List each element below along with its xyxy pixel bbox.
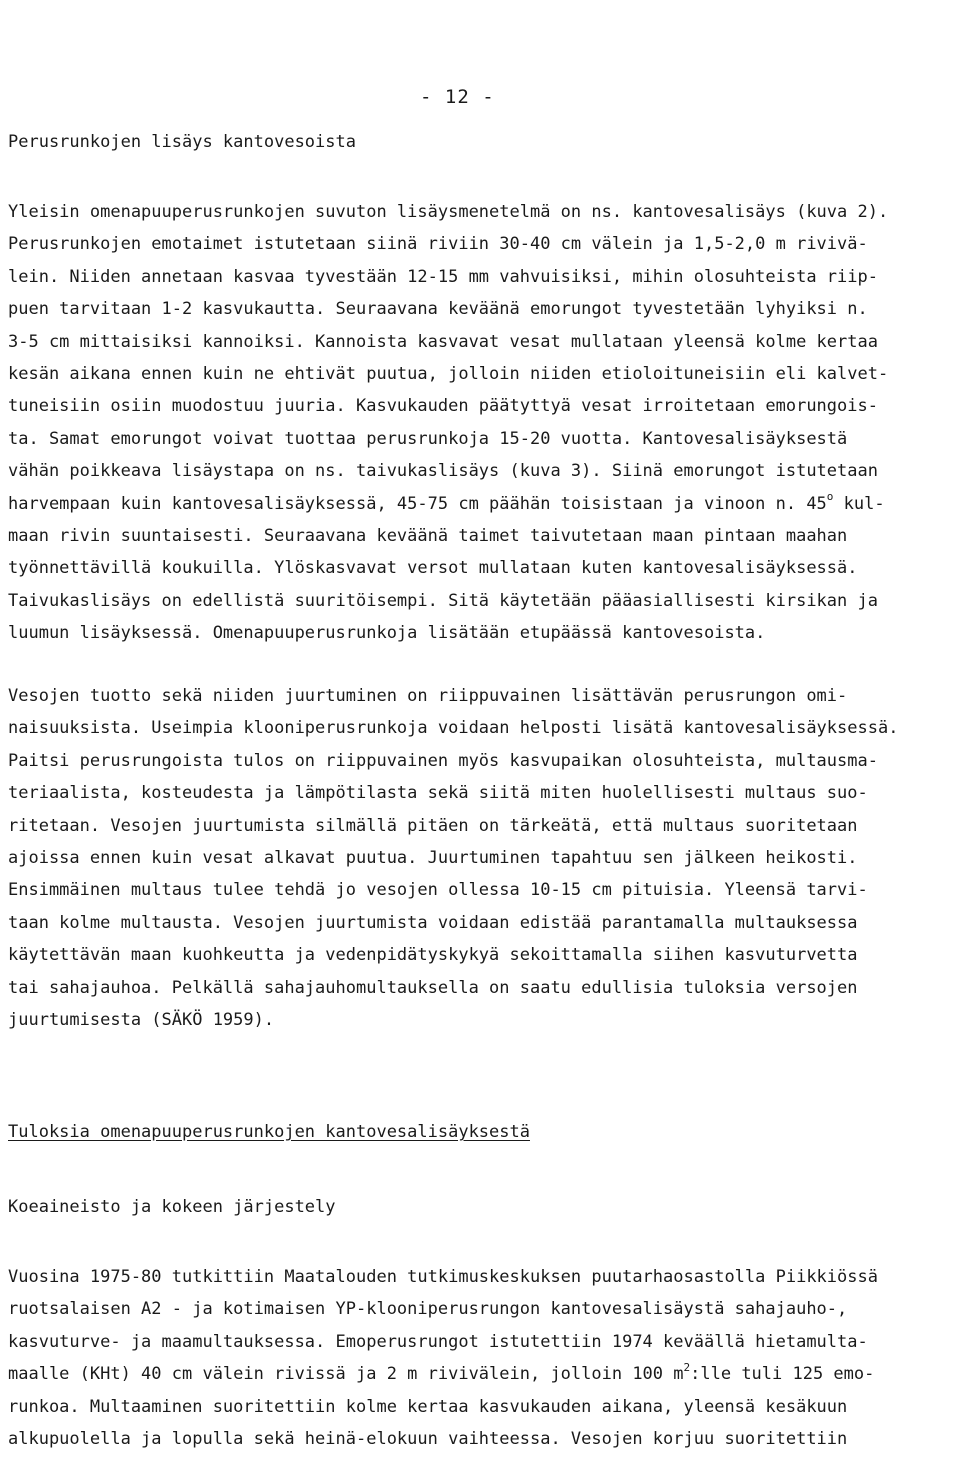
text-segment: harvempaan kuin kantovesalisäyksessä, 45-75 cm päähän toisistaan ja vinoon n. 45 [8,493,827,514]
text-line: ta. Samat emorungot voivat tuottaa perusrunkoja 15-20 vuotta. Kantovesalisäyksestä [8,428,848,449]
text-line: ritetaan. Vesojen juurtumista silmällä pitäen on tärkeätä, että multaus suoritetaan [8,815,858,836]
text-line: tuneisiin osiin muodostuu juuria. Kasvukauden päätyttyä vesat irroitetaan emorungois- [8,396,878,417]
text-line: Yleisin omenapuuperusrunkojen suvuton lisäysmenetelmä on ns. kantovesalisäys (kuva 2). [8,202,889,222]
text-line: Taivukaslisäys on edellistä suuritöisempi. Sitä käytetään pääasiallisesti kirsikan ja [8,590,878,611]
text-line: Paitsi perusrungoista tulos on riippuvainen myös kasvupaikan olosuhteista, multausma- [8,750,878,771]
section-heading-tuloksia [8,1122,530,1142]
text-line: työnnettävillä koukuilla. Ylöskasvavat versot mullataan kuten kantovesalisäyksessä. [8,558,858,579]
text-segment: maalle (KHt) 40 cm välein rivissä ja 2 m rivivälein, jolloin 100 m [8,1364,684,1385]
text-segment: kul- [833,493,885,514]
text-line: kesän aikana ennen kuin ne ehtivät puutua, jolloin niiden etioloituneisiin eli kalvet- [8,363,889,384]
text-line: kasvuturve- ja maamultauksessa. Emoperusrungot istutettiin 1974 keväällä hietamulta- [8,1331,868,1352]
section-heading-perusrunkojen-lisays: Perusrunkojen lisäys kantovesoista [8,132,356,152]
text-line: teriaalista, kosteudesta ja lämpötilasta sekä siitä miten huolellisesti multaus suo- [8,783,868,804]
text-line-with-superscript [8,1358,958,1390]
text-line: ajoissa ennen kuin vesat alkavat puutua. Juurtuminen tapahtuu sen jälkeen heikosti. [8,847,858,868]
text-line: maan rivin suuntaisesti. Seuraavana keväänä taimet taivutetaan maan pintaan maahan [8,525,848,546]
paragraph-koeaineisto [8,1261,958,1455]
text-line: puen tarvitaan 1-2 kasvukautta. Seuraavana keväänä emorungot tyvestetään lyhyiksi n. [8,299,868,320]
subsection-heading-koeaineisto: Koeaineisto ja kokeen järjestely [8,1197,336,1217]
degree-superscript: o [826,489,834,503]
paragraph-kantovesalisays [8,196,958,649]
text-line-with-degree [8,488,958,520]
text-line: vähän poikkeava lisäystapa on ns. taivukaslisäys (kuva 3). Siinä emorungot istutetaan [8,461,878,482]
text-line: naisuuksista. Useimpia klooniperusrunkoja voidaan helposti lisätä kantovesalisäyksessä. [8,718,899,739]
text-segment: :lle tuli 125 emo- [690,1364,875,1385]
text-line: ruotsalaisen A2 - ja kotimaisen YP-klooniperusrungon kantovesalisäystä sahajauho-, [8,1299,848,1320]
text-line: taan kolme multausta. Vesojen juurtumista voidaan edistää parantamalla multauksessa [8,912,858,933]
paragraph-vesojen-tuotto [8,680,958,1036]
text-line: runkoa. Multaaminen suoritettiin kolme kertaa kasvukauden aikana, yleensä kesäkuun [8,1396,848,1417]
text-line: juurtumisesta (SÄKÖ 1959). [8,1009,275,1030]
page-number: - 12 - [420,86,495,108]
text-line: luumun lisäyksessä. Omenapuuperusrunkoja lisätään etupäässä kantovesoista. [8,623,766,644]
text-line: tai sahajauhoa. Pelkällä sahajauhomultauksella on saatu edullisia tuloksia versojen [8,977,858,998]
text-line: 3-5 cm mittaisiksi kannoiksi. Kannoista kasvavat vesat mullataan yleensä kolme kertaa [8,331,878,352]
text-line: lein. Niiden annetaan kasvaa tyvestään 12-15 mm vahvuisiksi, mihin olosuhteista riip- [8,266,878,287]
text-line: alkupuolella ja lopulla sekä heinä-elokuun vaihteessa. Vesojen korjuu suoritettiin [8,1428,848,1449]
text-line: Vesojen tuotto sekä niiden juurtuminen on riippuvainen lisättävän perusrungon omi- [8,686,848,706]
text-line: Ensimmäinen multaus tulee tehdä jo vesojen ollessa 10-15 cm pituisia. Yleensä tarvi- [8,880,868,901]
text-line: Vuosina 1975-80 tutkittiin Maatalouden tutkimuskeskuksen puutarhaosastolla Piikkiössä [8,1267,878,1287]
text-line: käytettävän maan kuohkeutta ja vedenpidätyskykyä sekoittamalla siihen kasvuturvetta [8,945,858,966]
section-heading-text: Tuloksia omenapuuperusrunkojen kantovesalisäyksestä [8,1122,530,1142]
text-line: Perusrunkojen emotaimet istutetaan siinä riviin 30-40 cm välein ja 1,5-2,0 m rivivä- [8,234,868,255]
squared-superscript: 2 [683,1360,691,1374]
